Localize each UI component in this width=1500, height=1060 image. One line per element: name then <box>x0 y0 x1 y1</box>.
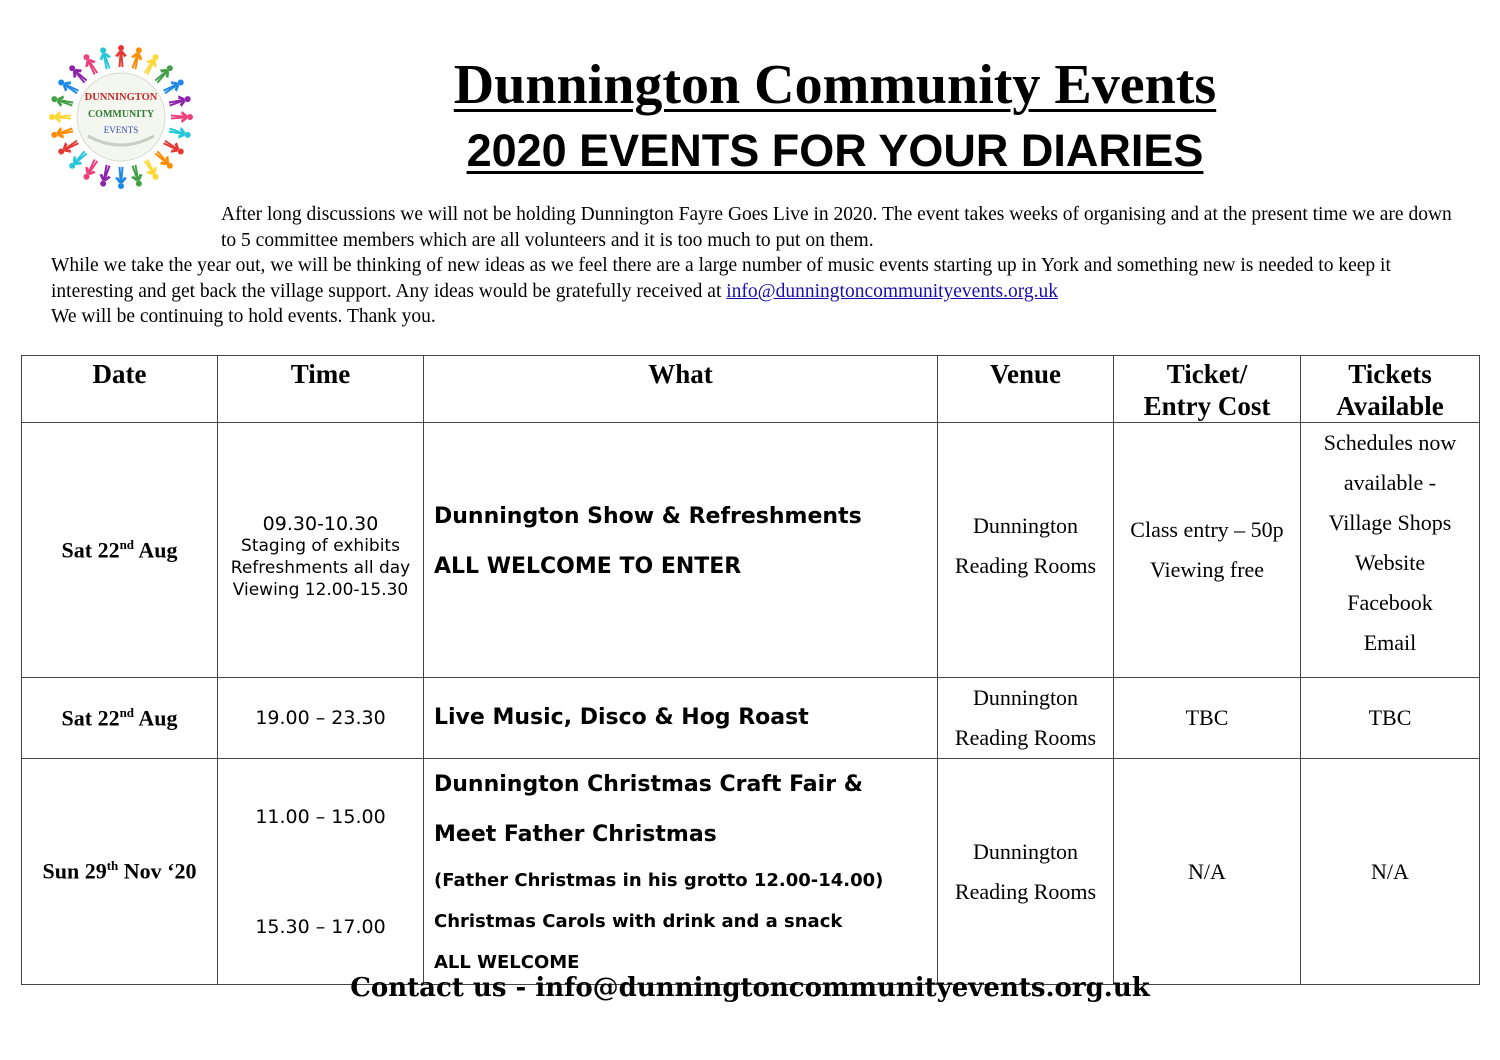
intro-paragraph-2 <box>51 253 1471 304</box>
logo-person-icon <box>168 124 192 141</box>
what-line: Live Music, Disco & Hog Roast <box>434 705 809 730</box>
date-suffix: th <box>106 858 119 874</box>
cost-line: Class entry – 50p <box>1130 517 1284 542</box>
logo-person-icon <box>50 93 74 110</box>
what-line: Christmas Carols with drink and a snack <box>434 911 843 932</box>
available-line: Email <box>1363 630 1417 655</box>
cell-cost <box>1114 423 1301 678</box>
logo-person-icon <box>128 46 145 70</box>
logo-text-line3: EVENTS <box>103 125 139 135</box>
date-month: Nov ‘20 <box>118 858 197 884</box>
cell-available <box>1301 423 1480 678</box>
logo-text-line2: COMMUNITY <box>87 109 155 120</box>
logo-person-icon <box>80 157 101 182</box>
logo-person-icon <box>56 76 81 97</box>
what-line: ALL WELCOME <box>434 952 580 973</box>
cell-time <box>218 759 424 985</box>
logo-person-icon <box>128 164 145 188</box>
header-what: What <box>424 356 938 423</box>
venue-line: Dunnington <box>972 513 1079 538</box>
cell-what <box>424 423 938 678</box>
cell-cost: TBC <box>1114 678 1301 759</box>
header-date: Date <box>22 356 218 423</box>
logo-person-icon <box>168 93 192 110</box>
table-row <box>22 759 1480 985</box>
what-line: Meet Father Christmas <box>434 822 717 847</box>
events-table-header <box>22 356 1480 423</box>
header-venue: Venue <box>938 356 1114 423</box>
venue-line: Reading Rooms <box>954 878 1097 904</box>
logo-person-icon <box>97 46 114 70</box>
available-line: Facebook <box>1347 590 1433 615</box>
logo-person-icon <box>141 52 162 77</box>
cell-time <box>218 678 424 759</box>
cell-venue <box>938 423 1114 678</box>
logo-text-line1: DUNNINGTON <box>84 92 158 103</box>
available-line: Schedules now <box>1323 430 1457 455</box>
contact-line: Contact us - info@dunningtoncommunityevents.org.uk <box>350 973 1150 1003</box>
logo-person-icon <box>161 76 186 97</box>
logo-person-icon <box>50 124 74 141</box>
page-title: Dunnington Community Events <box>453 54 1217 116</box>
available-line: Website <box>1354 550 1426 575</box>
logo-person-icon <box>49 111 71 123</box>
header-cost <box>1114 356 1301 423</box>
table-row <box>22 678 1480 759</box>
intro-paragraph-2-text: While we take the year out, we will be thinking of new ideas as we feel there are a large number of music events starting up in York and something new is needed to keep it interesting and get back the village support. Any ideas would be gratefully received at <box>51 255 1391 302</box>
time-line: 19.00 – 23.30 <box>255 706 386 729</box>
header-available <box>1301 356 1480 423</box>
time-line: 11.00 – 15.00 <box>255 805 386 828</box>
cell-venue <box>938 678 1114 759</box>
available-line: Village Shops <box>1328 510 1452 535</box>
cell-available: TBC <box>1301 678 1480 759</box>
venue-line: Reading Rooms <box>954 725 1097 750</box>
what-line: (Father Christmas in his grotto 12.00-14.00) <box>434 870 884 891</box>
what-line: ALL WELCOME TO ENTER <box>434 554 742 579</box>
logo-person-icon <box>80 52 101 77</box>
time-line: Refreshments all day <box>230 558 411 578</box>
what-line: Dunnington Show & Refreshments <box>434 504 862 529</box>
date-day: Sat 22 <box>61 537 120 563</box>
intro-paragraph-3: We will be continuing to hold events. Thank you. <box>51 306 436 328</box>
cell-cost: N/A <box>1114 759 1301 985</box>
venue-line: Reading Rooms <box>954 553 1097 578</box>
logo-person-icon <box>141 157 162 182</box>
header-available-line2: Available <box>1336 391 1444 421</box>
header-cost-line2: Entry Cost <box>1143 391 1271 421</box>
venue-line: Dunnington <box>972 838 1079 864</box>
time-line: 15.30 – 17.00 <box>255 915 386 938</box>
page-subtitle: 2020 EVENTS FOR YOUR DIARIES <box>466 125 1204 176</box>
cell-date <box>22 759 218 985</box>
date-month: Aug <box>134 537 178 563</box>
intro-text <box>51 202 1471 330</box>
time-line: 09.30-10.30 <box>262 513 379 535</box>
date-month: Aug <box>134 705 178 731</box>
logo-person-icon <box>115 167 127 189</box>
what-line: Dunnington Christmas Craft Fair & <box>434 772 863 797</box>
intro-email-link[interactable]: info@dunningtoncommunityevents.org.uk <box>726 280 1058 302</box>
cell-what <box>424 759 938 985</box>
events-table <box>21 355 1480 985</box>
date-suffix: nd <box>119 536 135 552</box>
cost-line: Viewing free <box>1149 557 1265 582</box>
header-cost-line1: Ticket/ <box>1166 359 1248 389</box>
header-available-line1: Tickets <box>1348 359 1432 389</box>
cell-available: N/A <box>1301 759 1480 985</box>
logo-person-icon <box>115 45 127 67</box>
date-day: Sun 29 <box>42 858 107 884</box>
available-line: available - <box>1343 470 1437 495</box>
time-line: Staging of exhibits <box>241 536 400 556</box>
logo-person-icon <box>171 111 193 123</box>
cell-date <box>22 423 218 678</box>
community-events-logo <box>48 44 194 190</box>
logo-person-icon <box>97 164 114 188</box>
header-time: Time <box>218 356 424 423</box>
date-day: Sat 22 <box>61 705 120 731</box>
cell-what <box>424 678 938 759</box>
cell-venue <box>938 759 1114 985</box>
venue-line: Dunnington <box>972 685 1079 710</box>
cell-time <box>218 423 424 678</box>
logo-person-icon <box>161 137 186 158</box>
intro-paragraph-1: After long discussions we will not be holding Dunnington Fayre Goes Live in 2020. The event takes weeks of organising and at the present time we are down to 5 committee members which are all volunteers and it is too much to put on them. <box>221 204 1452 251</box>
cell-date <box>22 678 218 759</box>
date-suffix: nd <box>119 704 135 720</box>
logo-person-icon <box>56 137 81 158</box>
table-row <box>22 423 1480 678</box>
time-line: Viewing 12.00-15.30 <box>232 580 409 600</box>
